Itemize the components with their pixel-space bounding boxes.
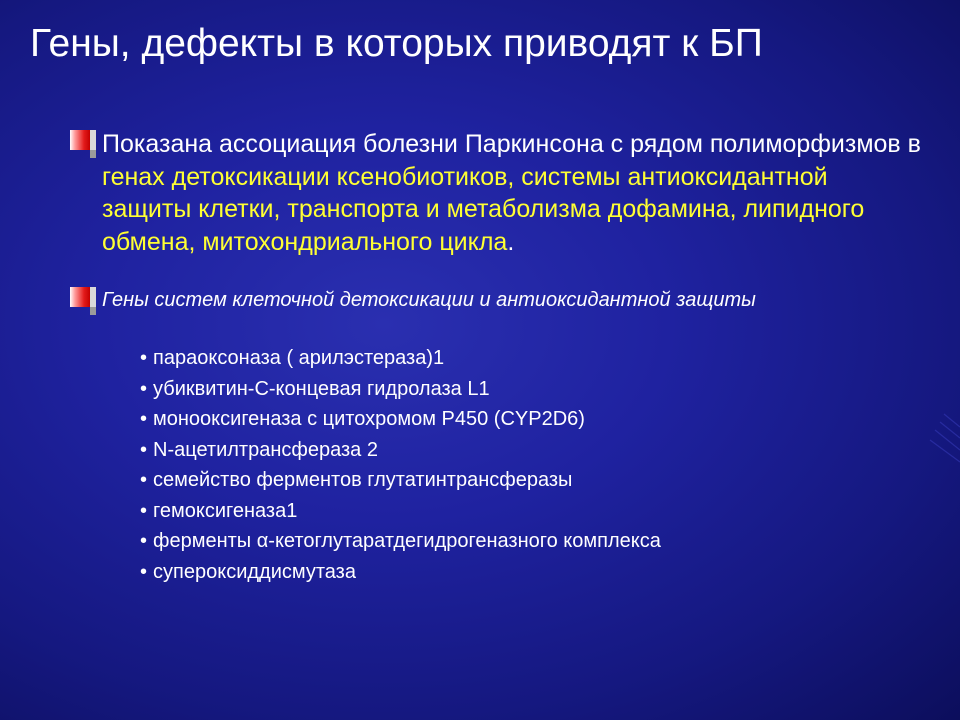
list-item: • супероксиддисмутаза bbox=[140, 560, 356, 583]
list-item: • монооксигеназа с цитохромом P450 (CYP2D6) bbox=[140, 408, 585, 430]
bullet-marker-icon bbox=[70, 287, 98, 315]
list-item: • гемоксигеназа1 bbox=[140, 499, 298, 522]
list-item: • параоксоназа ( арилэстераза)1 bbox=[140, 347, 445, 369]
bullet-paragraph-1 bbox=[102, 128, 922, 258]
list-item: • семейство ферментов глутатинтрансферазы bbox=[140, 469, 573, 491]
bullet-marker-icon bbox=[70, 130, 98, 158]
bullet-paragraph-2-heading: Гены систем клеточной детоксикации и антиоксидантной защиты bbox=[102, 289, 756, 311]
list-item: • убиквитин-С-концевая гидролаза L1 bbox=[140, 377, 490, 400]
paragraph-1-plain-text: Показана ассоциация болезни Паркинсона с рядом полиморфизмов в bbox=[102, 130, 921, 158]
list-item: • ферменты α-кетоглутаратдегидрогеназного комплекса bbox=[140, 530, 661, 552]
gene-list bbox=[140, 343, 661, 587]
paragraph-1-highlight-text: генах детоксикации ксенобиотиков, системы антиоксидантной защиты клетки, транспорта и метаболизма дофамина, липидного обмена, митохондриального цикла bbox=[102, 162, 865, 256]
slide-title: Гены, дефекты в которых приводят к БП bbox=[30, 22, 763, 65]
list-item: • N-ацетилтрансфераза 2 bbox=[140, 438, 378, 461]
paragraph-1-end-text: . bbox=[507, 227, 515, 256]
